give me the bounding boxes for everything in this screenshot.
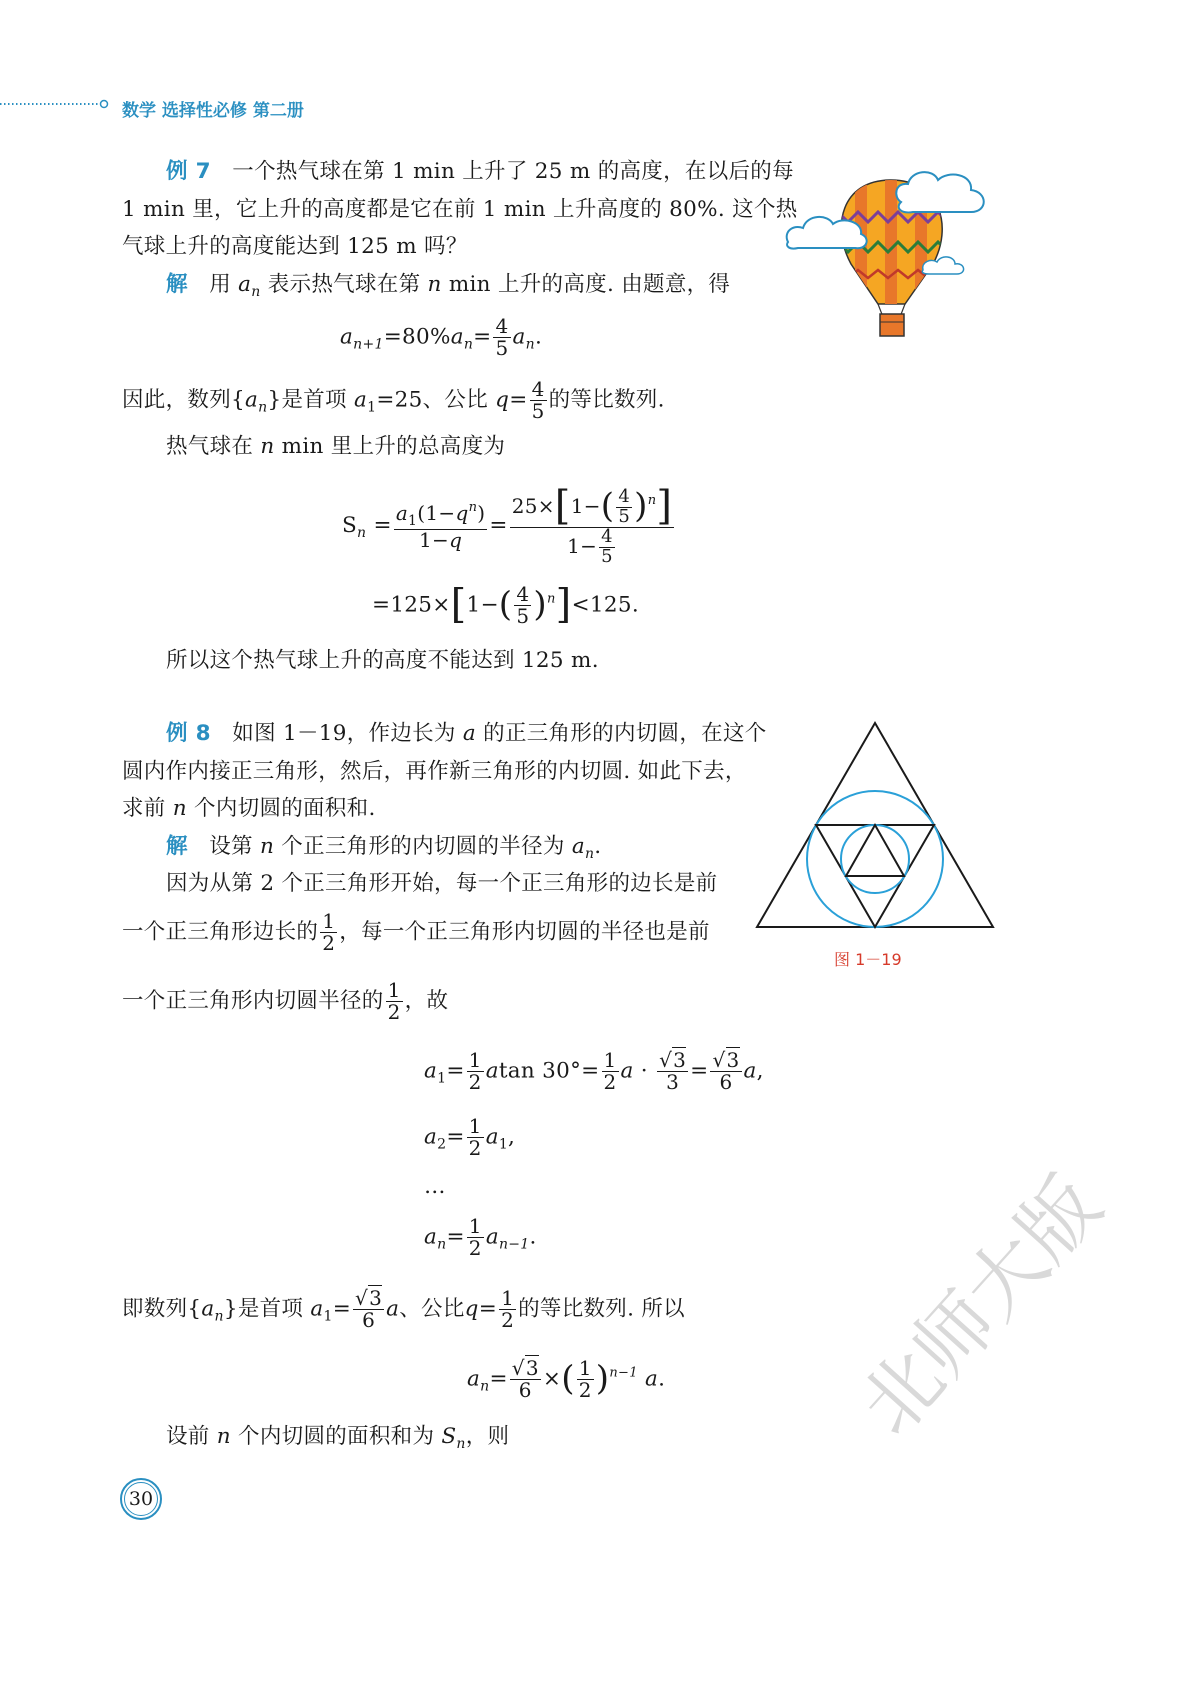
ex8-sequence-statement: 即数列$\{a_n\}$是首项 $a_1=$ $\frac{√3}{6}$ a、公比q= $\frac{1}{2}$ 的等比数列. 所以 [122, 1286, 685, 1332]
ex8-ellipsis: … [424, 1174, 446, 1199]
ex8-last-line: 设前 n 个内切圆的面积和为 $S_n$，则 [166, 1424, 510, 1452]
ex7-eq-sum-result: =125×[1−( $\frac{4}{5}$ )$^n$]<125. [372, 581, 639, 628]
page-number-badge [120, 1478, 162, 1520]
ex8-label: 例 8 [166, 721, 211, 746]
figure-caption: 图 1－19 [834, 950, 902, 969]
ex8-eq-an: $a_n=$ $\frac{1}{2}$ $a_{n-1}$. [424, 1214, 537, 1260]
ex8-para3: 一个正三角形内切圆半径的 $\frac{1}{2}$ ，故 [122, 978, 449, 1024]
ex8-line3: 求前 n 个内切圆的面积和. [122, 796, 376, 821]
ex7-conclusion: 所以这个热气球上升的高度不能达到 125 m. [166, 648, 599, 673]
ex8-eq-a1: $a_1=$ $\frac{1}{2}$ atan 30°= $\frac{1}{2}$ a · $\frac{√3}{3}$ = $\frac{√3}{6}$ a, [424, 1048, 764, 1094]
page-number: 30 [124, 1482, 158, 1516]
header-title: 数学 选择性必修 第二册 [122, 101, 304, 121]
ex7-line1: 例 7 一个热气球在第 1 min 上升了 25 m 的高度，在以后的每 [166, 159, 794, 184]
header-dotted-line [0, 98, 112, 110]
watermark: 北师大版 [843, 1160, 1120, 1453]
ex7-label: 例 7 [166, 159, 211, 184]
ex8-eq-a2: $a_2=$ $\frac{1}{2}$ $a_1$, [424, 1114, 516, 1160]
ex8-line2: 圆内作内接正三角形，然后，再作新三角形的内切圆. 如此下去， [122, 759, 747, 784]
ex7-line2: 1 min 里，它上升的高度都是它在前 1 min 上升高度的 80%. 这个热 [122, 197, 798, 222]
ex8-eq-general: $a_n=$ $\frac{√3}{6}$ ×( $\frac{1}{2}$ )$^{n-1}$ a. [467, 1356, 666, 1402]
ex8-para2: 一个正三角形边长的 $\frac{1}{2}$ ，每一个正三角形内切圆的半径也是前 [122, 909, 710, 955]
ex7-total-height: 热气球在 n min 里上升的总高度为 [166, 434, 506, 459]
ex7-eq-sum: $S_n$ = $\frac{a_1(1-q^n)}{1-q}$ = 25×[1−( $\frac{4}{5}$ )$^n$] 1− $\frac{4}{5}$ [342, 483, 673, 567]
ex7-therefore: 因此，数列$\{a_n\}$是首项 $a_1=25$、公比 q= $\frac{4}{5}$ 的等比数列. [122, 377, 665, 423]
ex8-solution-intro: 解 设第 n 个正三角形的内切圆的半径为 $a_n$. [166, 834, 602, 862]
ex8-para1: 因为从第 2 个正三角形开始，每一个正三角形的边长是前 [166, 871, 718, 896]
hot-air-balloon-illustration [783, 152, 998, 347]
ex7-eq-recurrence: $a_{n+1}=80\%a_n=$ $\frac{4}{5}$ $a_n$. [340, 314, 543, 360]
ex7-line3: 气球上升的高度能达到 125 m 吗？ [122, 234, 468, 259]
ex8-line1: 例 8 如图 1－19，作边长为 a 的正三角形的内切圆，在这个 [166, 721, 767, 746]
figure-nested-triangles [755, 720, 995, 932]
ex7-solution-intro: 解 用 $a_n$ 表示热气球在第 n min 上升的高度. 由题意，得 [166, 272, 731, 300]
